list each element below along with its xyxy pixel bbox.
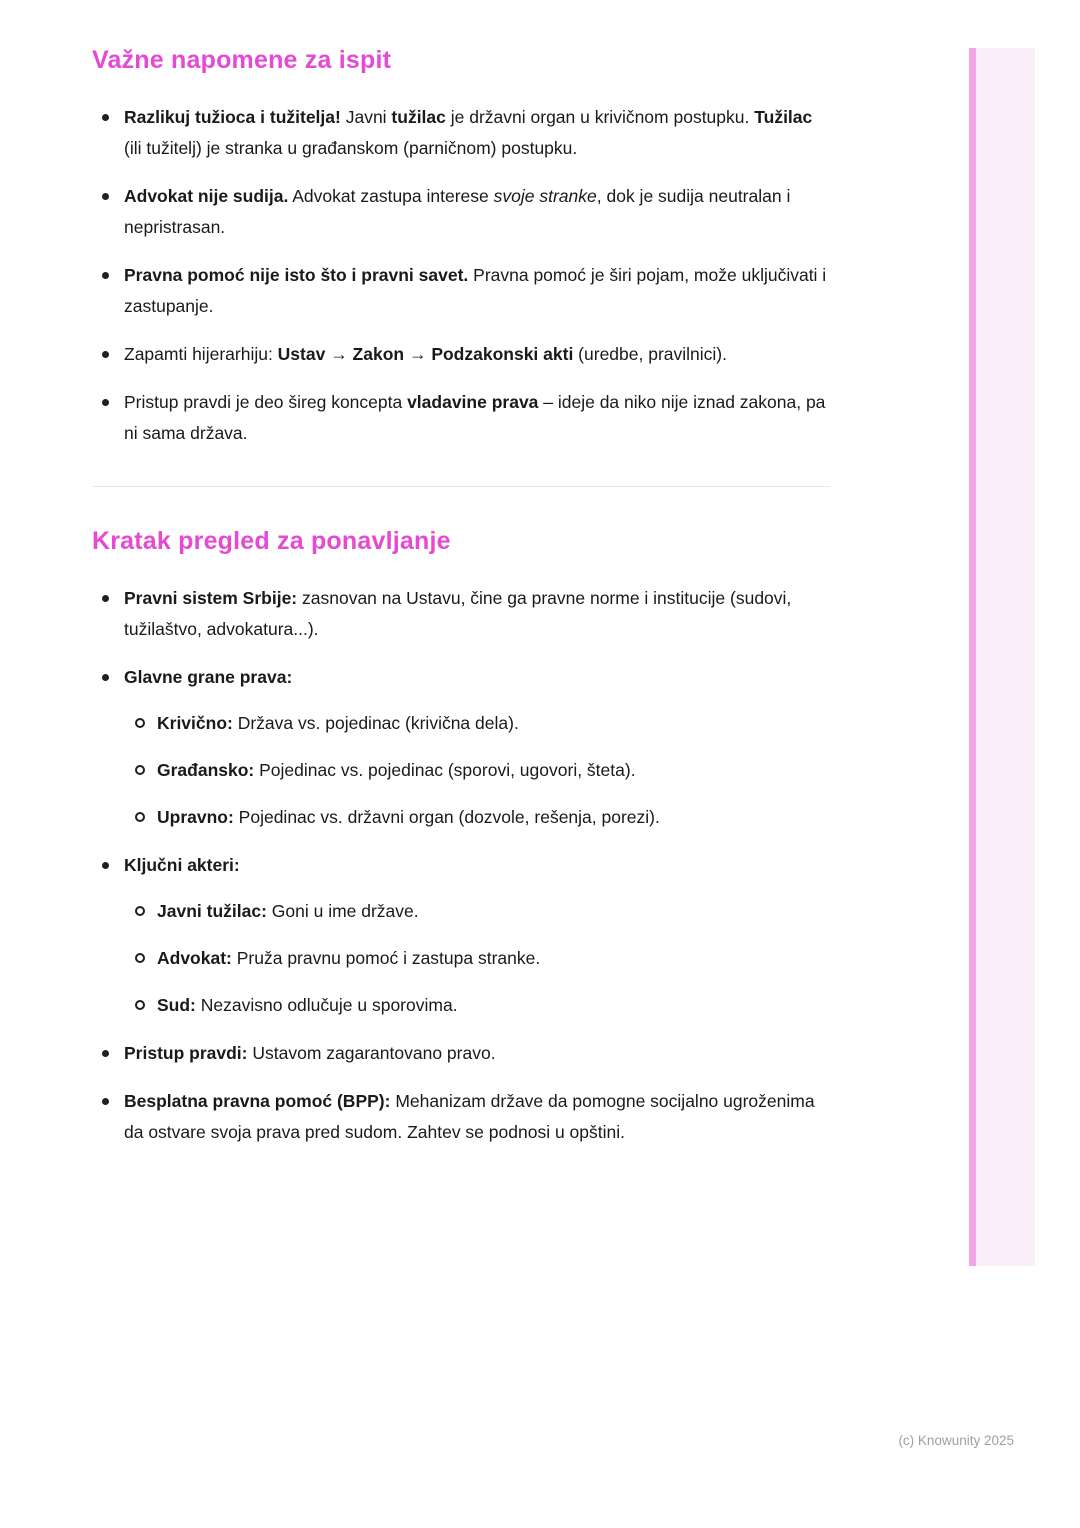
document-content	[92, 46, 834, 1165]
section-title-review: Kratak pregled za ponavljanje	[92, 527, 451, 555]
text-segment: Pristup pravdi je deo šireg koncepta	[124, 392, 408, 412]
text-segment: Advokat nije sudija.	[124, 186, 289, 206]
footer-credit: (c) Knowunity 2025	[898, 1433, 1014, 1448]
text-segment: Zapamti hijerarhiju:	[124, 344, 278, 364]
sub-list-item	[124, 708, 834, 739]
text-segment: (ili tužitelj) je stranka u građanskom (parničnom) postupku.	[124, 138, 578, 158]
text-segment: Advokat zastupa interese	[288, 186, 494, 206]
text-segment: Krivično:	[157, 713, 233, 733]
text-segment: Upravno:	[157, 807, 234, 827]
text-segment: Mehanizam države da pomogne socijalno ugroženima da ostvare svoja prava pred sudom. Zahtev se podnosi u opštini.	[124, 1091, 815, 1142]
text-segment: Sud:	[157, 995, 196, 1015]
section-divider	[92, 486, 830, 487]
text-segment: Razlikuj tužioca i tužitelja!	[124, 107, 341, 127]
text-segment: svoje stranke	[493, 186, 597, 206]
bullet-list-exam-notes	[92, 102, 834, 449]
text-segment: vladavine prava	[407, 392, 539, 412]
sub-list-item	[124, 755, 834, 786]
list-item	[92, 339, 834, 370]
text-segment: Pravna pomoć je širi pojam, može uključivati i zastupanje.	[124, 265, 827, 316]
list-item	[92, 181, 834, 243]
text-segment: zasnovan na Ustavu, čine ga pravne norme i institucije (sudovi, tužilaštvo, advokatura...).	[124, 588, 792, 639]
sub-list-item	[124, 943, 834, 974]
sub-list-item	[124, 990, 834, 1021]
section-title-exam-notes: Važne napomene za ispit	[92, 46, 392, 74]
text-segment: Pravni sistem Srbije:	[124, 588, 298, 608]
text-segment: Pojedinac vs. pojedinac (sporovi, ugovori, šteta).	[254, 760, 636, 780]
text-segment: (uredbe, pravilnici).	[573, 344, 727, 364]
text-segment: Nezavisno odlučuje u sporovima.	[195, 995, 458, 1015]
sub-list-item	[124, 802, 834, 833]
text-segment: Ključni akteri:	[124, 855, 240, 875]
list-item	[92, 583, 834, 645]
side-accent-bar	[969, 48, 976, 1266]
list-item	[92, 850, 834, 1021]
list-item	[92, 662, 834, 833]
sub-list-item	[124, 896, 834, 927]
text-segment: tužilac	[391, 107, 446, 127]
list-item	[92, 102, 834, 164]
text-segment: Goni u ime države.	[266, 901, 419, 921]
bullet-list-review	[92, 583, 834, 1148]
text-segment: Advokat:	[157, 948, 232, 968]
list-item	[92, 1086, 834, 1148]
text-segment: Pravna pomoć nije isto što i pravni savet.	[124, 265, 469, 285]
text-segment: Besplatna pravna pomoć (BPP):	[124, 1091, 391, 1111]
list-item	[92, 387, 834, 449]
text-segment: Javni tužilac:	[157, 901, 267, 921]
text-segment: Tužilac	[754, 107, 813, 127]
list-item	[92, 1038, 834, 1069]
text-segment: Građansko:	[157, 760, 255, 780]
text-segment: Pruža pravnu pomoć i zastupa stranke.	[231, 948, 541, 968]
sub-list-actors	[124, 896, 834, 1021]
text-segment: Pojedinac vs. državni organ (dozvole, rešenja, porezi).	[233, 807, 660, 827]
text-segment: – ideje da niko nije iznad zakona, pa ni sama država.	[124, 392, 826, 443]
sub-list-branches	[124, 708, 834, 833]
text-segment: Glavne grane prava:	[124, 667, 293, 687]
text-segment: Javni	[340, 107, 392, 127]
text-segment: , dok je sudija neutralan i nepristrasan.	[124, 186, 791, 237]
list-item	[92, 260, 834, 322]
text-segment: Država vs. pojedinac (krivična dela).	[232, 713, 519, 733]
side-accent-panel	[976, 48, 1035, 1266]
text-segment: Pristup pravdi:	[124, 1043, 248, 1063]
text-segment: je državni organ u krivičnom postupku.	[445, 107, 755, 127]
text-segment: Ustavom zagarantovano pravo.	[247, 1043, 496, 1063]
text-segment: Ustav → Zakon → Podzakonski akti	[277, 344, 574, 364]
